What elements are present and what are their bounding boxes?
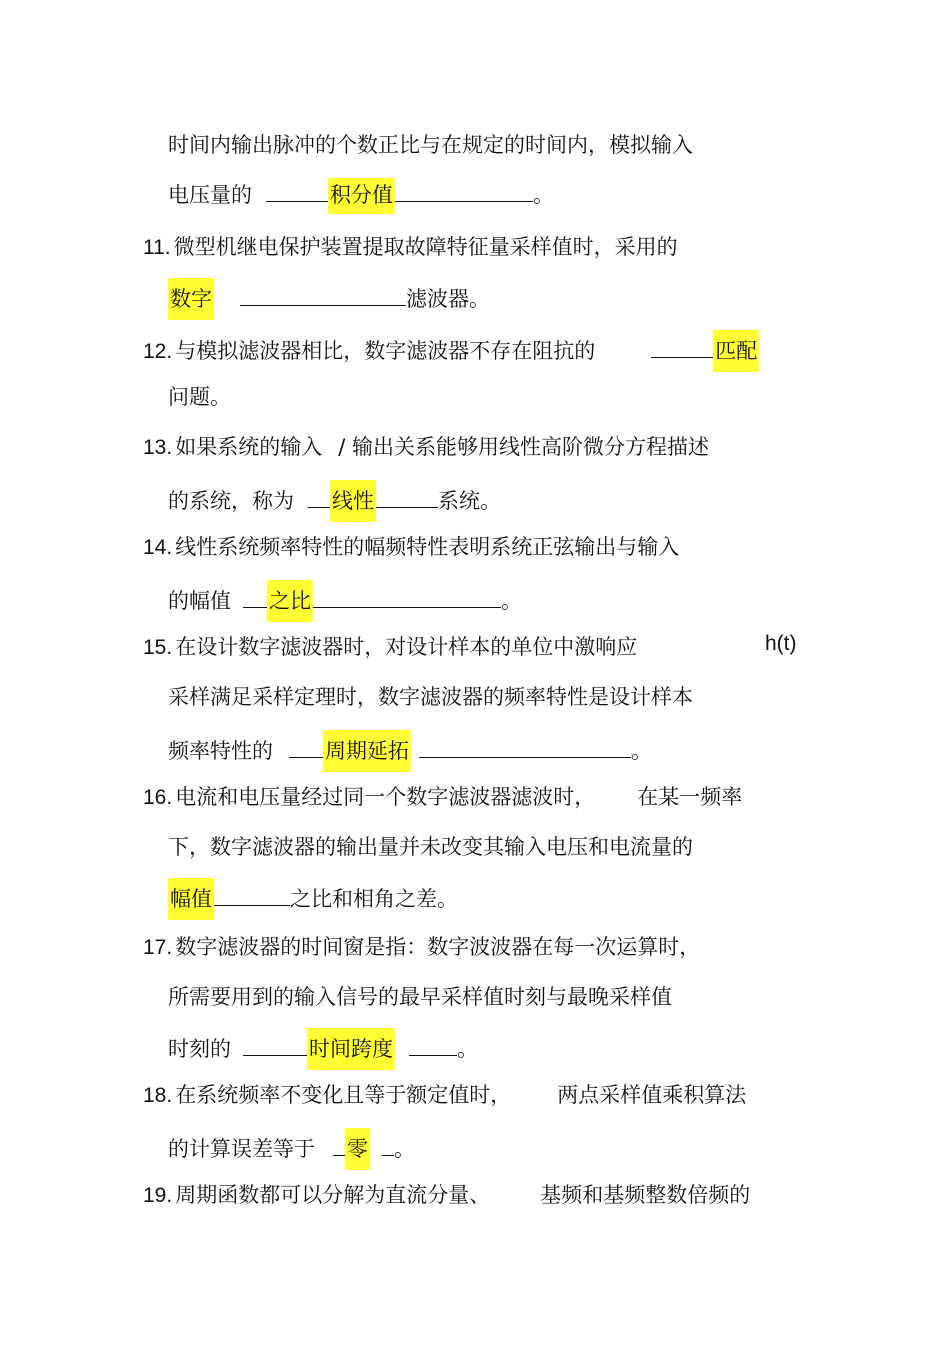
blank-underline bbox=[313, 585, 501, 608]
q16-line2 bbox=[168, 830, 693, 864]
q10-end: 。 bbox=[533, 183, 554, 207]
blank-underline bbox=[243, 585, 267, 608]
blank-underline bbox=[651, 335, 713, 358]
answer-highlight: 数字 bbox=[168, 278, 214, 320]
q10-text: 时间内输出脉冲的个数正比与在规定的时间内，模拟输入 bbox=[168, 133, 693, 157]
q16-line1 bbox=[143, 780, 742, 814]
blank-underline bbox=[333, 1133, 345, 1156]
q13-line1 bbox=[143, 430, 709, 464]
q15-end: 。 bbox=[631, 739, 652, 763]
q15-text2: 采样满足采样定理时，数字滤波器的频率特性是设计样本 bbox=[168, 685, 693, 709]
q16-end: 之比和相角之差。 bbox=[290, 887, 458, 911]
q11-line2 bbox=[168, 278, 490, 312]
q15-pre: 频率特性的 bbox=[168, 739, 273, 763]
q13-text-a: 如果系统的输入 bbox=[175, 435, 323, 459]
blank-underline bbox=[240, 283, 406, 306]
q19-text-b: 基频和基频整数倍频的 bbox=[540, 1183, 751, 1207]
q15-line3 bbox=[168, 730, 652, 764]
q10-line2 bbox=[168, 178, 554, 212]
question-number: 17. bbox=[143, 936, 173, 959]
blank-underline bbox=[214, 883, 290, 906]
q12-text2: 问题。 bbox=[168, 385, 231, 409]
answer-highlight: 幅值 bbox=[168, 878, 214, 920]
q17-line1 bbox=[143, 930, 700, 964]
q16-text-a: 电流和电压量经过同一个数字滤波器滤波时， bbox=[175, 785, 596, 809]
q12-line2 bbox=[168, 380, 231, 414]
q14-end: 。 bbox=[501, 589, 522, 613]
q10-pre: 电压量的 bbox=[168, 183, 252, 207]
blank-underline bbox=[308, 485, 330, 508]
answer-highlight: 积分值 bbox=[328, 178, 395, 214]
q16-line3 bbox=[168, 878, 458, 912]
question-number: 18. bbox=[143, 1084, 173, 1107]
q13-end: 系统。 bbox=[438, 489, 501, 513]
q17-line3 bbox=[168, 1028, 478, 1062]
blank-underline bbox=[382, 1133, 394, 1156]
q15-line1 bbox=[143, 630, 637, 664]
q14-text: 线性系统频率特性的幅频特性表明系统正弦输出与输入 bbox=[175, 535, 680, 559]
answer-highlight: 周期延拓 bbox=[323, 730, 411, 772]
answer-highlight: 时间跨度 bbox=[307, 1028, 395, 1070]
q18-text-b: 两点采样值乘积算法 bbox=[557, 1083, 747, 1107]
q14-pre: 的幅值 bbox=[168, 589, 231, 613]
blank-underline bbox=[376, 485, 438, 508]
answer-highlight: 零 bbox=[345, 1128, 370, 1170]
q11-line1 bbox=[143, 230, 678, 264]
q18-end: 。 bbox=[394, 1137, 415, 1161]
q14-line1 bbox=[143, 530, 679, 564]
question-number: 12. bbox=[143, 340, 173, 363]
q12-text: 与模拟滤波器相比，数字滤波器不存在阻抗的 bbox=[175, 339, 596, 363]
question-number: 19. bbox=[143, 1184, 173, 1207]
question-number: 11. bbox=[143, 236, 171, 259]
blank-underline bbox=[243, 1033, 307, 1056]
q17-text: 数字滤波器的时间窗是指：数字波波器在每一次运算时， bbox=[175, 935, 701, 959]
q17-pre: 时刻的 bbox=[168, 1037, 231, 1061]
impulse-response-symbol: h(t) bbox=[765, 632, 797, 655]
q15-line2 bbox=[168, 680, 693, 714]
answer-highlight: 线性 bbox=[330, 480, 376, 522]
q18-text-a: 在系统频率不变化且等于额定值时， bbox=[175, 1083, 512, 1107]
question-number: 13. bbox=[143, 436, 173, 459]
q11-end: 滤波器。 bbox=[406, 287, 490, 311]
q18-line2 bbox=[168, 1128, 415, 1162]
q18-pre: 的计算误差等于 bbox=[168, 1137, 315, 1161]
q10-line1 bbox=[168, 128, 693, 162]
blank-underline bbox=[395, 179, 533, 202]
blank-underline bbox=[289, 735, 323, 758]
q17-line2 bbox=[168, 980, 672, 1014]
answer-highlight: 之比 bbox=[267, 580, 313, 622]
question-number: 15. bbox=[143, 636, 173, 659]
q19-text-a: 周期函数都可以分解为直流分量、 bbox=[175, 1183, 491, 1207]
q13-text-b: / 输出关系能够用线性高阶微分方程描述 bbox=[338, 435, 709, 459]
q17-end: 。 bbox=[457, 1037, 478, 1061]
q13-pre: 的系统，称为 bbox=[168, 489, 294, 513]
blank-underline bbox=[266, 179, 328, 202]
answer-highlight: 匹配 bbox=[713, 330, 759, 372]
q11-text: 微型机继电保护装置提取故障特征量采样值时，采用的 bbox=[173, 235, 678, 259]
blank-underline bbox=[409, 1033, 457, 1056]
question-number: 16. bbox=[143, 786, 173, 809]
q16-text2: 下，数字滤波器的输出量并未改变其输入电压和电流量的 bbox=[168, 835, 693, 859]
q13-line2 bbox=[168, 480, 501, 514]
blank-underline bbox=[419, 735, 631, 758]
question-number: 14. bbox=[143, 536, 173, 559]
q14-line2 bbox=[168, 580, 522, 614]
q16-text-b: 在某一频率 bbox=[637, 785, 743, 809]
q15-text: 在设计数字滤波器时，对设计样本的单位中激响应 bbox=[175, 635, 638, 659]
q18-line1 bbox=[143, 1078, 746, 1112]
q17-text2: 所需要用到的输入信号的最早采样值时刻与最晚采样值 bbox=[168, 985, 672, 1009]
q19-line1 bbox=[143, 1178, 750, 1212]
q12-line1 bbox=[143, 330, 759, 364]
